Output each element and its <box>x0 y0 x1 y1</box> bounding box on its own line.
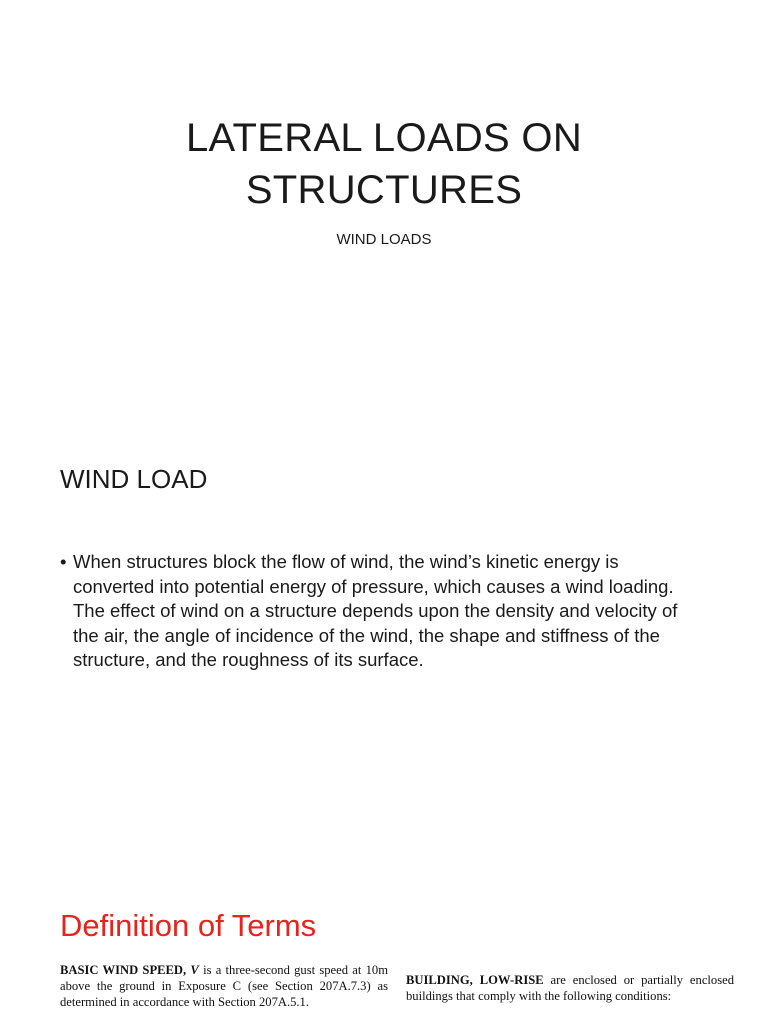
term-definition: is a three-second gust speed at 10m above the ground in Exposure C (see Section 207A.7.3) as determined in accordance with Section 207A.5.1. <box>60 963 388 1009</box>
slide-wind-load <box>0 440 768 880</box>
slide-subtitle: WIND LOADS <box>336 231 432 248</box>
title-line-1: LATERAL LOADS ON <box>185 116 583 160</box>
slide-definition-of-terms <box>0 880 768 1024</box>
definition-basic-wind-speed <box>60 962 388 1010</box>
term-variable: V <box>190 963 199 977</box>
term-label: BUILDING, LOW-RISE <box>406 973 544 987</box>
term-definition: are enclosed or partially enclosed buildings that comply with the following conditions: <box>406 973 734 1003</box>
bullet-item <box>60 550 700 673</box>
slide-heading: WIND LOAD <box>60 464 208 494</box>
term-label: BASIC WIND SPEED, <box>60 963 191 977</box>
slide-heading: Definition of Terms <box>60 908 317 943</box>
slide-title <box>0 0 768 440</box>
slide-title-heading <box>0 112 768 216</box>
bullet-text: When structures block the flow of wind, the wind’s kinetic energy is converted into potential energy of pressure, which causes a wind loading. The effect of wind on a structure depends upon the density and velocity of the air, the angle of incidence of the wind, the shape and stiffness of the structure, and the roughness of its surface. <box>73 551 678 670</box>
bullet-marker: • <box>60 551 67 572</box>
definition-building-low-rise <box>406 972 734 1004</box>
title-line-2: STRUCTURES <box>245 168 523 212</box>
